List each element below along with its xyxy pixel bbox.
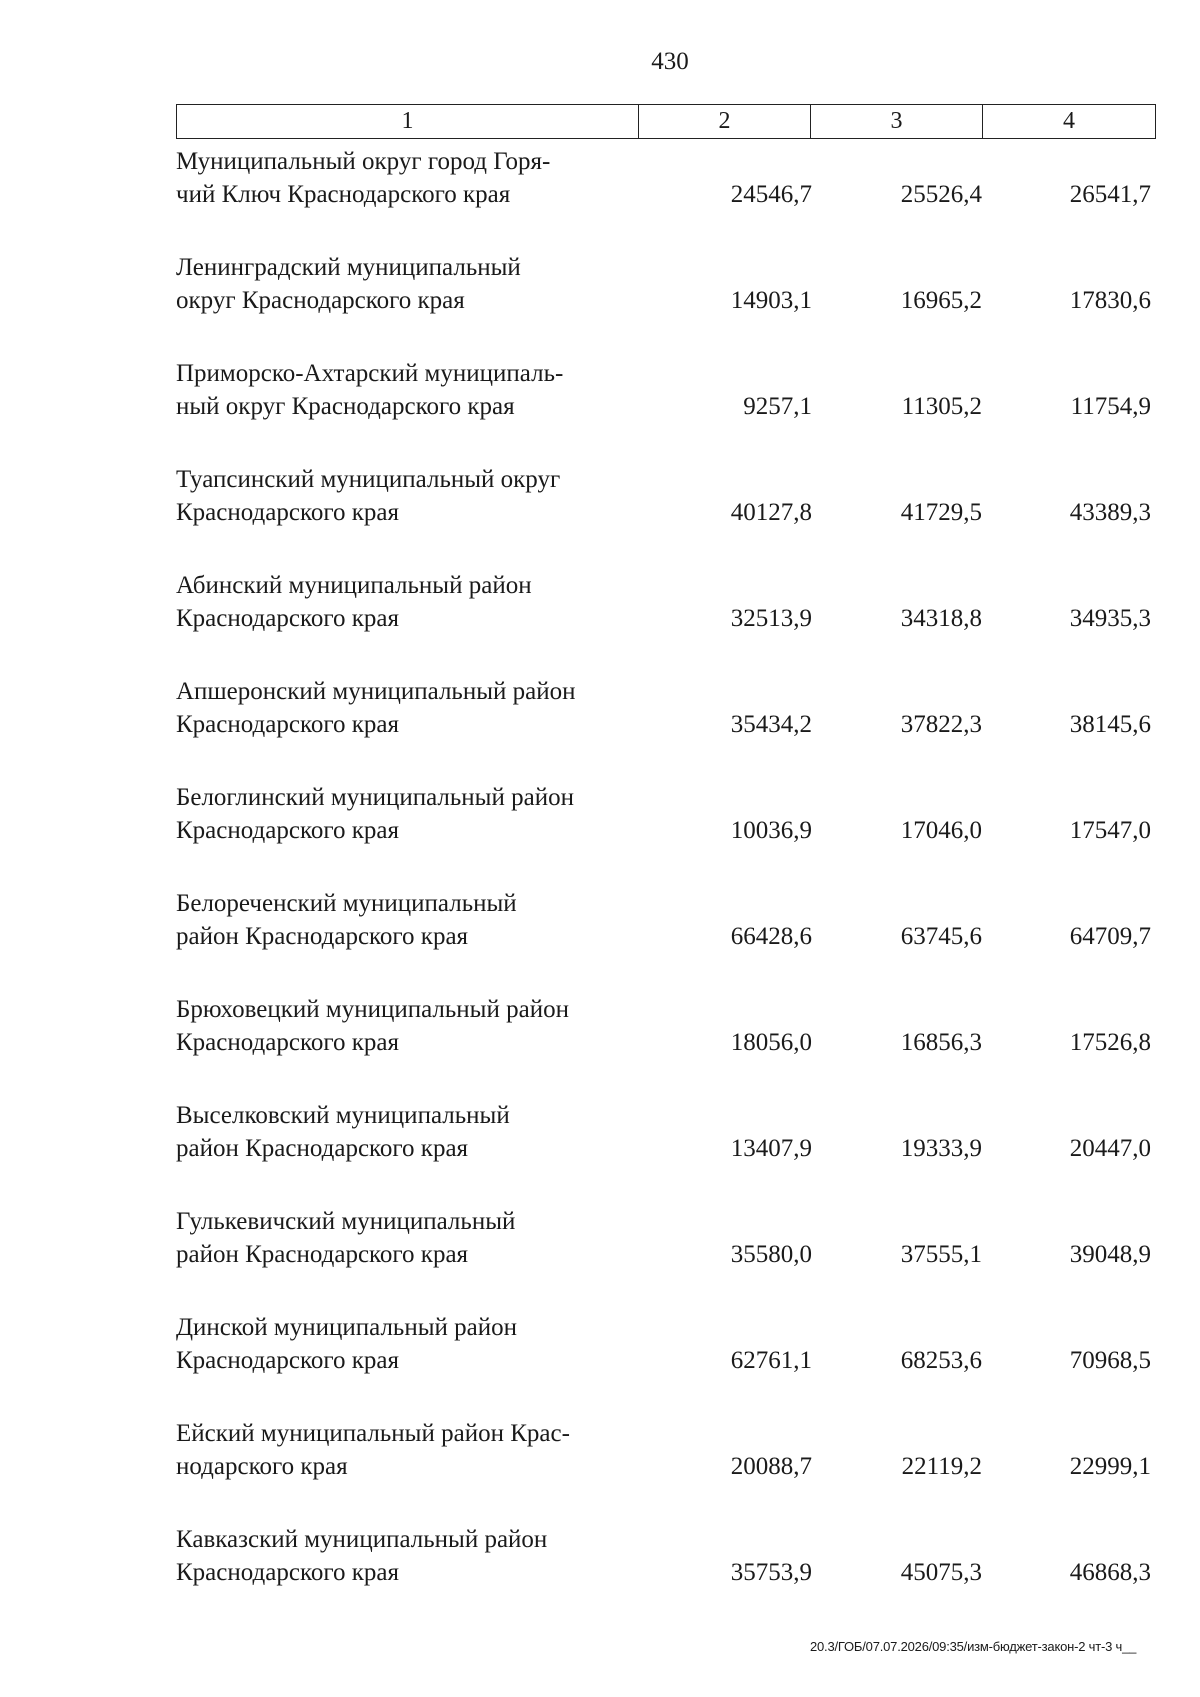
municipality-name: Ейский муниципальный район Крас- нодарского края [176,1420,570,1480]
value-col-4: 39048,9 [1069,1241,1151,1268]
municipality-name: Апшеронский муниципальный район Краснодарского края [176,678,576,738]
value-col-4: 11754,9 [1070,393,1151,420]
value-col-3: 19333,9 [900,1135,982,1162]
municipality-name: Гулькевичский муниципальный район Краснодарского края [176,1208,516,1268]
table-row [176,141,1156,247]
value-col-4: 64709,7 [1069,923,1151,950]
value-col-3: 37822,3 [900,711,982,738]
value-col-4: 20447,0 [1069,1135,1151,1162]
value-col-3: 16965,2 [900,287,982,314]
value-col-3: 25526,4 [900,181,982,208]
municipality-name: Брюховецкий муниципальный район Краснодарского края [176,996,569,1056]
table-row [176,777,1156,883]
value-col-3: 37555,1 [900,1241,982,1268]
value-col-2: 40127,8 [730,499,812,526]
table-row [176,459,1156,565]
table-row [176,989,1156,1095]
municipality-name: Выселковский муниципальный район Краснодарского края [176,1102,510,1162]
page-number: 430 [651,48,689,75]
value-col-2: 10036,9 [730,817,812,844]
value-col-2: 14903,1 [730,287,812,314]
value-col-4: 17830,6 [1069,287,1151,314]
municipality-name: Абинский муниципальный район Краснодарского края [176,572,532,632]
value-col-2: 9257,1 [743,393,812,420]
table-row [176,247,1156,353]
value-col-4: 17526,8 [1069,1029,1151,1056]
value-col-3: 45075,3 [900,1559,982,1586]
value-col-2: 24546,7 [730,181,812,208]
value-col-4: 26541,7 [1069,181,1151,208]
table-row [176,1413,1156,1519]
value-col-4: 46868,3 [1069,1559,1151,1586]
table-row [176,1095,1156,1201]
value-col-2: 35434,2 [730,711,812,738]
value-col-3: 16856,3 [900,1029,982,1056]
value-col-3: 17046,0 [900,817,982,844]
value-col-3: 68253,6 [900,1347,982,1374]
value-col-2: 35580,0 [730,1241,812,1268]
value-col-2: 62761,1 [730,1347,812,1374]
value-col-2: 32513,9 [730,605,812,632]
value-col-3: 22119,2 [901,1453,982,1480]
municipality-name: Муниципальный округ город Горя- чий Ключ Краснодарского края [176,148,551,208]
value-col-2: 13407,9 [730,1135,812,1162]
table-row [176,883,1156,989]
table-row [176,353,1156,459]
table-row [176,565,1156,671]
municipality-name: Кавказский муниципальный район Краснодарского края [176,1526,548,1586]
value-col-4: 38145,6 [1069,711,1151,738]
value-col-3: 34318,8 [900,605,982,632]
table-row [176,1519,1156,1625]
value-col-4: 70968,5 [1069,1347,1151,1374]
value-col-2: 35753,9 [730,1559,812,1586]
column-header-1: 1 [177,105,639,138]
value-col-4: 34935,3 [1069,605,1151,632]
table-row [176,1307,1156,1413]
value-col-2: 66428,6 [730,923,812,950]
municipality-name: Белореченский муниципальный район Краснодарского края [176,890,517,950]
table-header [176,104,1156,139]
value-col-2: 20088,7 [730,1453,812,1480]
municipality-name: Туапсинский муниципальный округ Краснодарского края [176,466,561,526]
value-col-4: 17547,0 [1069,817,1151,844]
municipality-name: Приморско-Ахтарский муниципаль- ный округ Краснодарского края [176,360,564,420]
value-col-3: 41729,5 [900,499,982,526]
value-col-3: 63745,6 [900,923,982,950]
value-col-4: 22999,1 [1069,1453,1151,1480]
municipality-name: Динской муниципальный район Краснодарского края [176,1314,517,1374]
table-row [176,1201,1156,1307]
municipality-name: Белоглинский муниципальный район Краснодарского края [176,784,574,844]
document-footer-code: 20.3/ГОБ/07.07.2026/09:35/изм-бюджет-закон-2 чт-3 ч__ [810,1639,1137,1654]
column-header-3: 3 [811,105,983,138]
value-col-2: 18056,0 [730,1029,812,1056]
table-row [176,671,1156,777]
column-header-2: 2 [639,105,811,138]
table-body [176,141,1156,1625]
value-col-3: 11305,2 [901,393,982,420]
value-col-4: 43389,3 [1069,499,1151,526]
column-header-4: 4 [1063,108,1075,134]
municipality-name: Ленинградский муниципальный округ Краснодарского края [176,254,521,314]
